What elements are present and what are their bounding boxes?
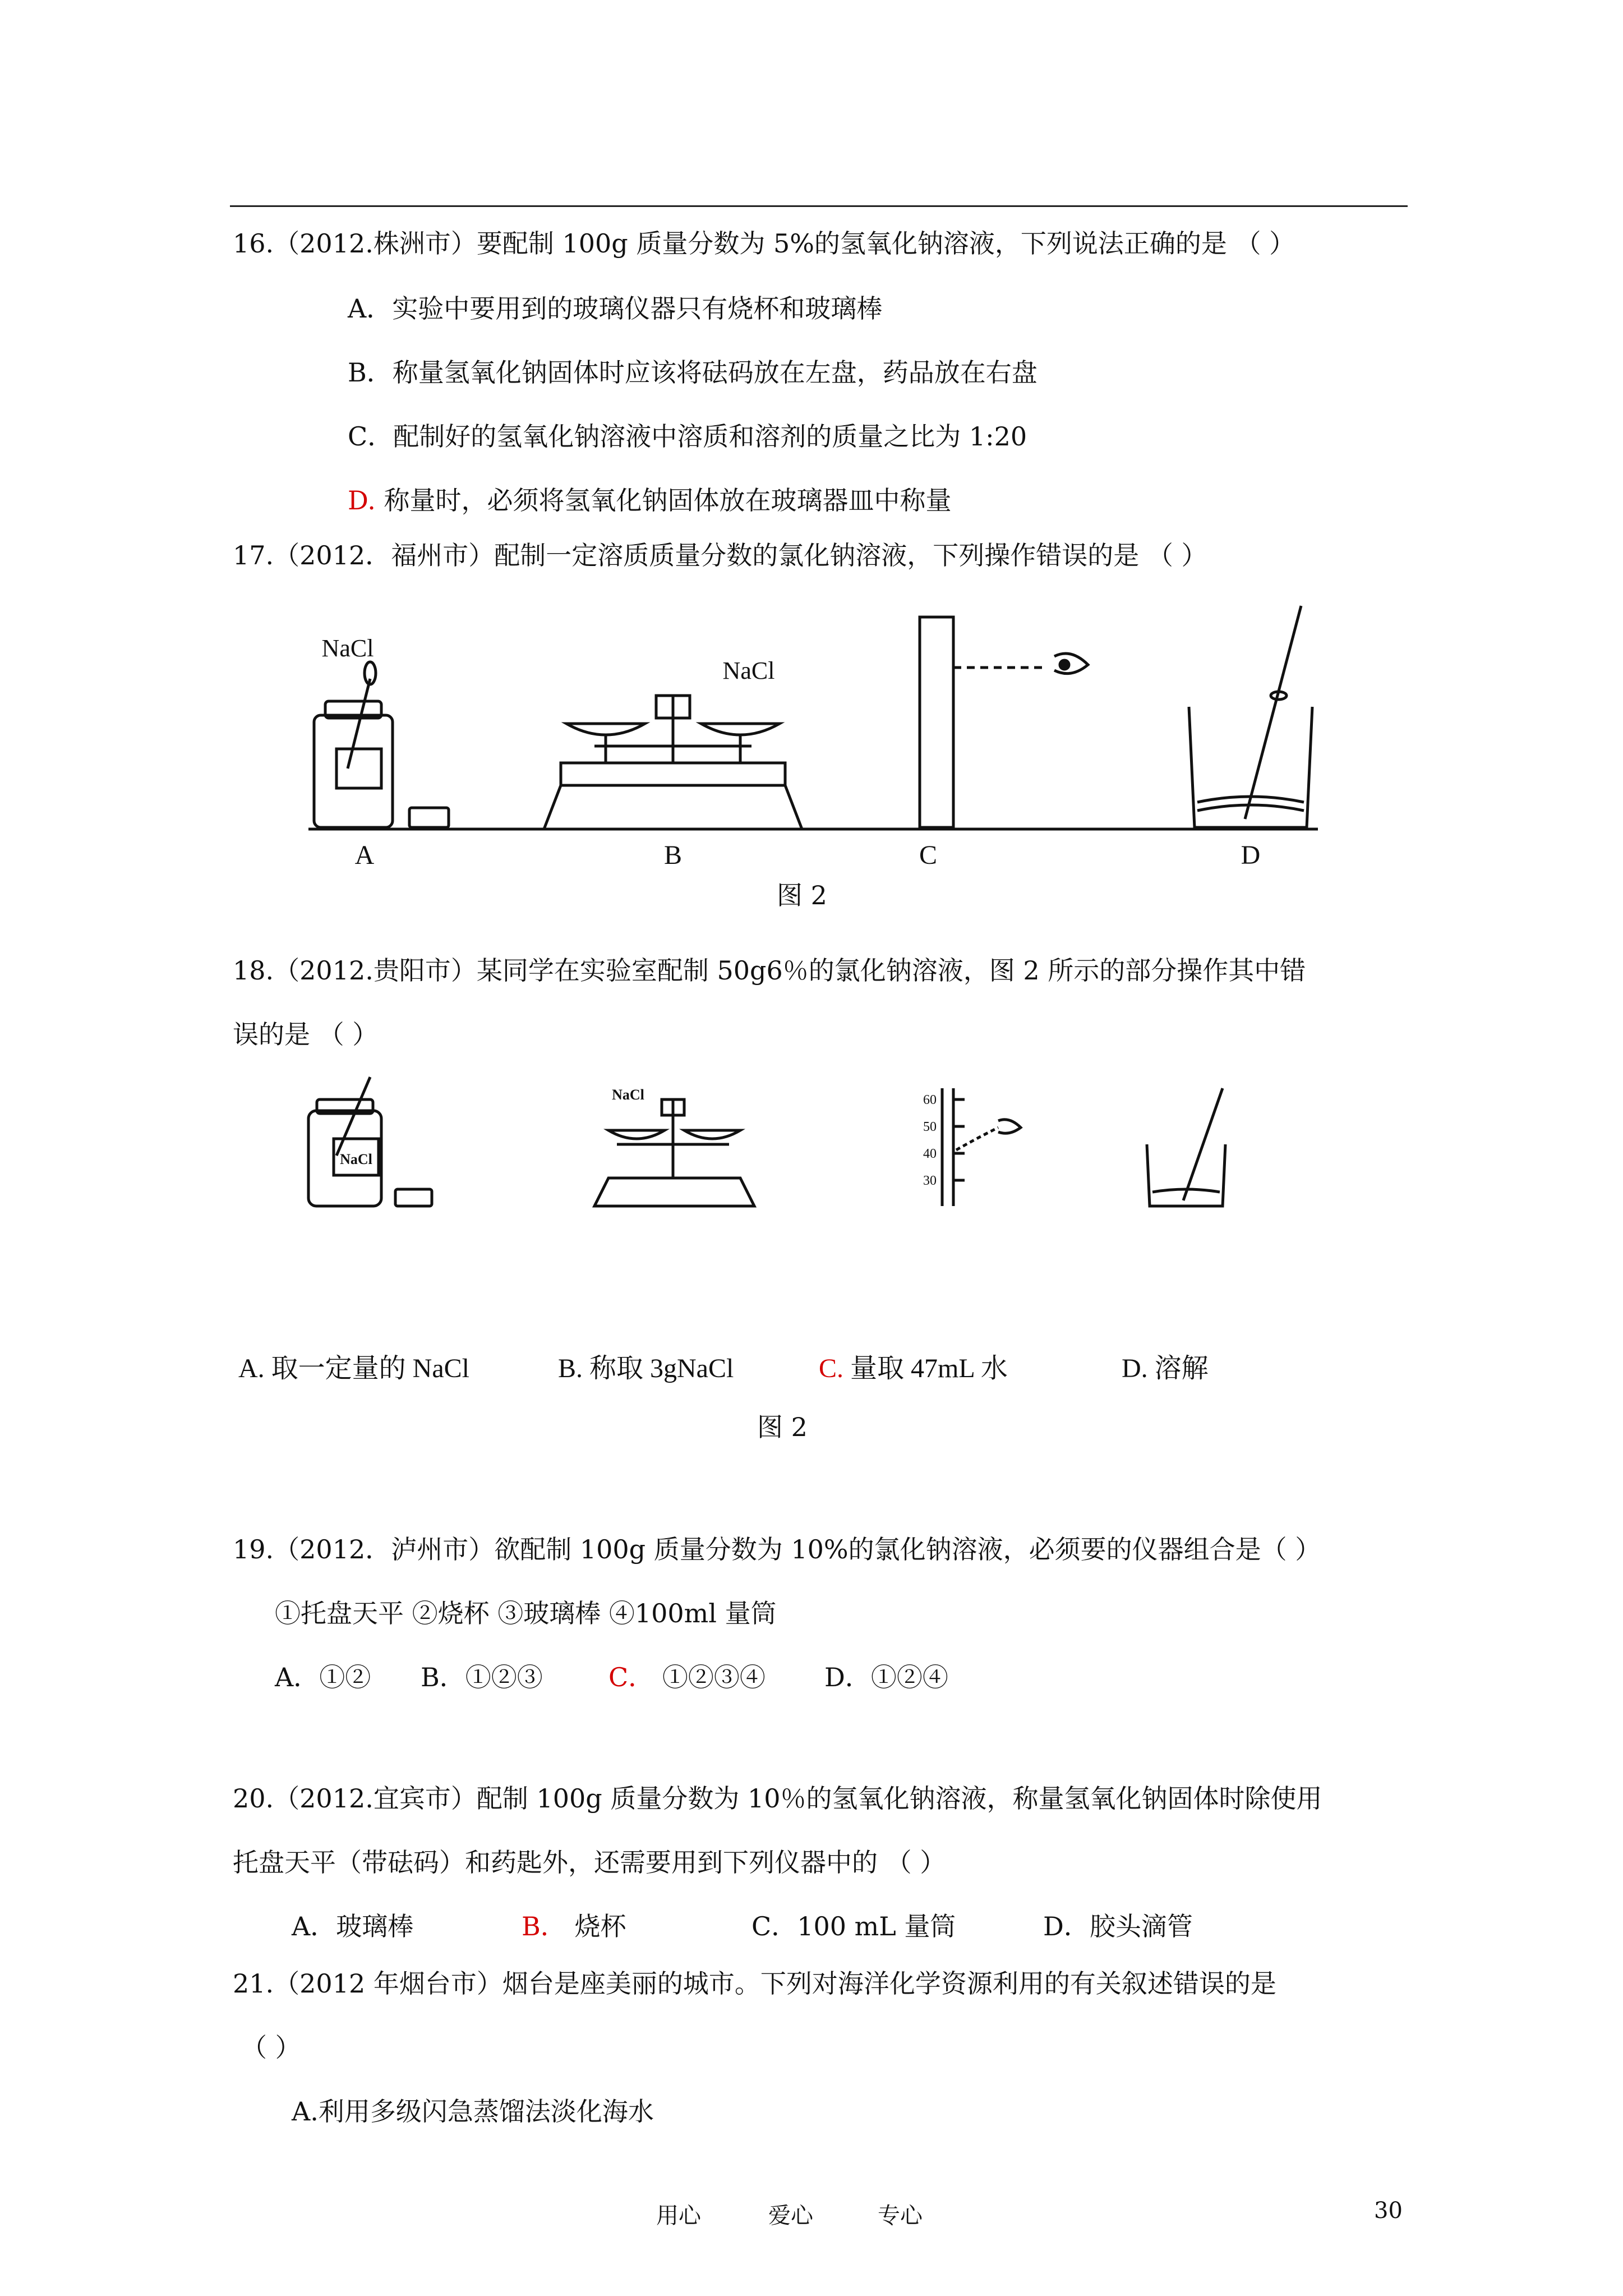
question-19-option-c [608,1657,766,1694]
cylinder-tick-40: 40 [923,1147,937,1161]
answer-letter: B． [522,1911,566,1941]
figure-17-caption: 图 2 [777,880,827,910]
question-21-stem: 21.（2012 年烟台市）烟台是座美丽的城市。下列对海洋化学资源利用的有关叙述错误的是 [233,1968,1276,1999]
option-text: ①②③④ [662,1662,766,1692]
figure-18 [303,1077,1312,1212]
question-20-option-a: A．玻璃棒 [292,1911,414,1941]
jar-label: NaCl [321,634,374,662]
question-19-items: ①托盘天平 ②烧杯 ③玻璃棒 ④100ml 量筒 [275,1598,777,1628]
reagent-jar-icon [314,662,393,827]
fig17-label-a: A [354,840,375,870]
figure-18-caption: 图 2 [757,1412,808,1442]
option-text: 量取 47mL 水 [850,1354,1008,1383]
beaker-icon [1189,606,1312,827]
footer-motto-1: 用心 [656,2203,701,2229]
answer-letter: D. [348,485,376,516]
question-16-option-d [348,480,952,517]
header-rule [230,205,1408,207]
question-19-option-a: A．①② [275,1662,371,1692]
question-20-option-b [522,1906,626,1943]
question-18-stem-line1: 18.（2012.贵阳市）某同学在实验室配制 50g6％的氯化钠溶液，图 2 所示的部分操作其中错 [233,955,1306,986]
fig17-label-c: C [919,840,938,870]
footer-motto-3: 专心 [878,2203,923,2229]
question-16-option-a: A．实验中要用到的玻璃仪器只有烧杯和玻璃棒 [348,293,883,324]
option-text: 称量时，必须将氢氧化钠固体放在玻璃器皿中称量 [384,485,952,516]
page-number: 30 [1374,2198,1403,2224]
graduated-cylinder-icon [942,1088,1021,1206]
question-19-option-d: D．①②④ [824,1662,948,1692]
question-18-option-a: A. 取一定量的 NaCl [238,1354,469,1383]
question-18-option-d: D. 溶解 [1122,1354,1209,1383]
question-16-option-b: B．称量氢氧化钠固体时应该将砝码放在左盘，药品放在右盘 [348,357,1038,388]
fig17-label-b: B [663,840,683,870]
footer-motto-2: 爱心 [768,2203,813,2229]
question-18-stem-line2: 误的是 （ ） [233,1019,379,1050]
answer-letter: C． [608,1662,654,1692]
stopper-icon [409,808,449,827]
jar-label-18: NaCl [340,1151,372,1167]
cylinder-tick-50: 50 [923,1120,937,1134]
beaker-icon [1147,1088,1225,1206]
balance-label-18: NaCl [612,1087,644,1103]
question-20-option-c: C．100 mL 量筒 [751,1911,956,1941]
question-19-stem: 19.（2012．泸州市）欲配制 100g 质量分数为 10%的氯化钠溶液，必须要的仪器组合是（ ） [233,1534,1321,1565]
question-21-paren: （ ） [241,2032,301,2063]
balance-label: NaCl [722,657,775,684]
graduated-cylinder-icon [920,617,1088,827]
figure-17 [303,595,1368,875]
question-20-option-d: D．胶头滴管 [1043,1911,1193,1941]
reagent-jar-icon [308,1077,381,1206]
cylinder-tick-60: 60 [923,1093,937,1107]
stopper-icon [395,1189,432,1206]
question-20-stem-line2: 托盘天平（带砝码）和药匙外，还需要用到下列仪器中的 （ ） [233,1847,946,1878]
question-16-stem: 16.（2012.株洲市）要配制 100g 质量分数为 5%的氢氧化钠溶液，下列说法正确的是 （ ） [233,228,1295,259]
question-16-option-c: C．配制好的氢氧化钠溶液中溶质和溶剂的质量之比为 1:20 [348,421,1027,452]
cylinder-tick-30: 30 [923,1174,937,1188]
fig17-label-d: D [1241,840,1261,870]
answer-letter: C. [819,1354,844,1383]
question-20-stem-line1: 20.（2012.宜宾市）配制 100g 质量分数为 10％的氢氧化钠溶液，称量氢氧化钠固体时除使用 [233,1783,1322,1814]
question-21-option-a: A.利用多级闪急蒸馏法淡化海水 [292,2096,654,2127]
question-19-option-b: B．①②③ [421,1662,543,1692]
question-17-stem: 17.（2012．福州市）配制一定溶质质量分数的氯化钠溶液，下列操作错误的是 （ ） [233,540,1207,570]
balance-icon [544,696,802,829]
question-18-option-c [819,1346,1008,1385]
question-18-option-b: B. 称取 3gNaCl [558,1354,734,1383]
option-text: 烧杯 [574,1911,626,1941]
balance-icon [594,1099,754,1206]
